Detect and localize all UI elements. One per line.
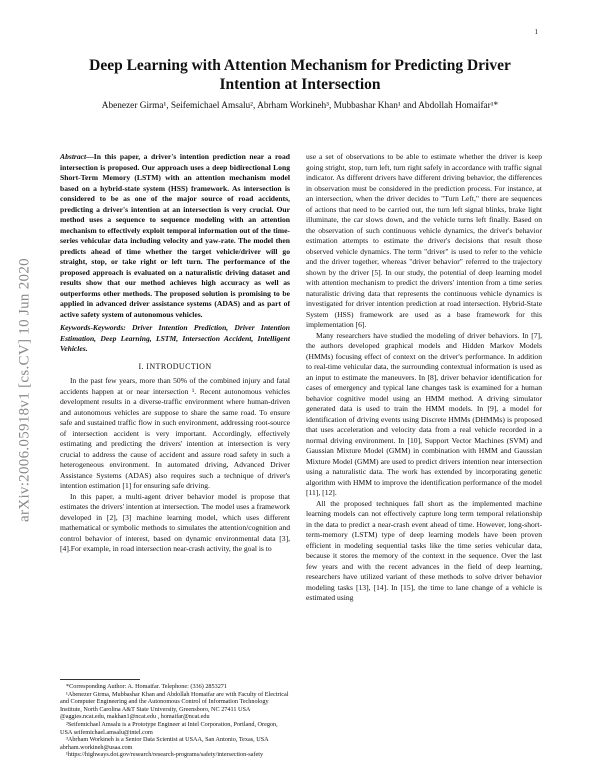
page-number: 1 bbox=[534, 28, 538, 36]
footnote-affiliation-2: ²Seifemichael Amsalu is a Prototype Engineer at Intel Corporation, Portland, Oregon, USA seifemichael.amsalu@intel.com bbox=[60, 720, 278, 736]
right-paragraph-1: use a set of observations to be able to estimate whether the driver is keep going stright, stop, turn left, turn right safely in accordance with traffic signal indicator. As different drivers have different driving behavior, the differences in observation must be considered in the prediction process. For instance, at an intersection, when the driver decides to "Turn Left," there are sequences of actions that need to be carried out, the turn left signal blinks, brake light illuminate, the car slows down, and the vehicle turns left finally. Based on the observation of such continuous vehicle dynamics, the driver's behavior estimation attempts to estimate the driver's decisions that result those observed vehicle dynamics. The term "driver" is used to refer to the vehicle and the driver together, whereas "driver behavior" referred to the trajectory shown by the driver [5]. In our study, the potential of deep learning model with attention mechanism to predict the drivers' intention from a time series naturalistic driving data that represents the continuous vehicle dynamics is investigated for driver intention prediction at road intersection. Hybrid-State System (HSS) framework are used as a base framework for this implementation [6]. bbox=[306, 152, 542, 329]
arxiv-identifier: arXiv:2006.05918v1 [cs.CV] 10 Jun 2020 bbox=[16, 258, 33, 522]
footnote-affiliation-3: ³Abrham Workineh is a Senior Data Scientist at USAA, San Antonio, Texas, USA abrham.workineh@usaa.com bbox=[60, 736, 269, 751]
keywords-text: Driver Intention Prediction, Driver Intention Estimation, Deep Learning, LSTM, Intersection Accident, Intelligent Vehicles. bbox=[60, 323, 290, 353]
abstract-label: Abstract bbox=[60, 152, 87, 161]
author-list: Abenezer Girma¹, Seifemichael Amsalu², Abrham Workineh³, Mubbashar Khan¹ and Abdollah Homaifar¹* bbox=[101, 101, 499, 111]
arxiv-sidebar bbox=[14, 160, 36, 620]
footnote-corresponding: *Corresponding Author: A. Homaifar. Telephone: (336) 2853271 bbox=[66, 683, 227, 690]
right-paragraph-2: Many researchers have studied the modeling of driver behaviors. In [7], the authors developed graphical models and Hidden Markov Models (HMMs) focusing effect of context on the driver's performance. In addition to real-time vehicular data, the surrounding contextual information is used as an input to estimate the maneuvers. In [8], driver behavior identification for cases of emergency and typical lane changes task is examined for a human behavior cognitive model using an HMM method. A driving simulator generated data is used to train the HMM models. In [9], a model for identification of driving events using Discrete HMMs (DHMMs) is proposed that uses acceleration and velocity data from a real vehicle recorded in a normal driving environment. In [10], Support Vector Machines (SVM) and Gaussian Mixture Model (GMM) in combination with HMM and Gaussian Mixture Model (GMM) are used to predict drivers intention near intersection using a naturalistic data. The work has extended by incorporating genetic algorithm with HMM to improve the identification performance of the model [11], [12]. bbox=[306, 330, 542, 497]
intro-paragraph-1: In the past few years, more than 50% of the combined injury and fatal accidents happen at or near intersection ¹. Recent autonomous vehicles development results in a diverse-traffic environment where human-driven and autonomous vehicles are suppose to share the same road. To ensure safe and sustained traffic flow in such environment, addressing root-source of intersection accident is very important. Accordingly, effectively estimating and predicting the drivers' intention at intersection is very crucial to address the cause of accident and assure road safety in such a heterogeneous environment. In automated driving, Advanced Driver Assistance Systems (ADAS) also requires such a technique of driver's intention estimation [1] for ensuring safe driving. bbox=[60, 376, 290, 490]
right-column bbox=[306, 152, 542, 604]
footnote-affiliation-1: ¹Abenezer Girma, Mubbashar Khan and Abdollah Homaifar are with Faculty of Electrical and Computer Engineering and the Autonomous Control of Information Technology Institute, North Carolina A&T State University, Greensboro, NC 27411 USA @aggies.ncat.edu, makhan1@ncat.edu , homaifar@ncat.edu bbox=[60, 690, 289, 721]
right-paragraph-3: All the proposed techniques fall short as the implemented machine learning models can not effectively capture long term temporal relationship in the data to predict a near-crash event ahead of time. However, long-short-term-memory (LSTM) type of deep learning models have been proven efficient in modeling sequential tasks like the time series vehicular data, because it stores the memory of the context in the sequence. Over the last few years and with the recent advances in the field of deep learning, researchers have utilized variant of these methods to solve driver behavior modeling tasks [13], [14]. In [15], the time to lane change of a vehicle is estimated using bbox=[306, 498, 542, 602]
section-heading: I. INTRODUCTION bbox=[138, 361, 212, 371]
footnote-rule bbox=[60, 679, 140, 680]
footnote-url: ¹https://highways.dot.gov/research/research-programs/safety/intersection-safety bbox=[66, 751, 264, 759]
abstract-text: —In this paper, a driver's intention prediction near a road intersection is proposed. Our approach uses a deep bidirectional Long Short-Term Memory (LSTM) with an attention mechanism model based on a hybrid-state system (HSS) framework. As intersection is considered to be as one of the major source of road accidents, predicting a driver's intention at an intersection is very crucial. Our method uses a sequence to sequence modeling with an attention mechanism to effectively exploit temporal information out of the time-series vehicular data including velocity and yaw-rate. The model then predicts ahead of time whether the target vehicle/driver will go straight, stop, or take right or left turn. The performance of the proposed approach is evaluated on a naturalistic driving dataset and results show that our method achieves high accuracy as well as outperforms other methods. The proposed solution is promising to be applied in advanced driver assistance systems (ADAS) and as part of active safety system of autonomous vehicles. bbox=[60, 152, 290, 319]
intro-paragraph-2: In this paper, a multi-agent driver behavior model is propose that estimates the drivers' intention at intersection. The model uses a framework developed in [2], [3] machine learning model, which uses different mathematical or symbolic methods to simulates the attention/cognition and control behavior of interest, based on dynamic environmental data [3], [4].For example, in road intersection near-crash activity, the goal is to bbox=[60, 491, 290, 553]
left-column bbox=[60, 152, 290, 555]
keywords-label: Keywords-Keywords: bbox=[60, 323, 126, 332]
keywords bbox=[60, 323, 290, 355]
footnotes bbox=[60, 679, 290, 759]
paper-title: Deep Learning with Attention Mechanism for Predicting Driver Intention at Intersection bbox=[89, 57, 511, 93]
abstract bbox=[60, 152, 290, 320]
